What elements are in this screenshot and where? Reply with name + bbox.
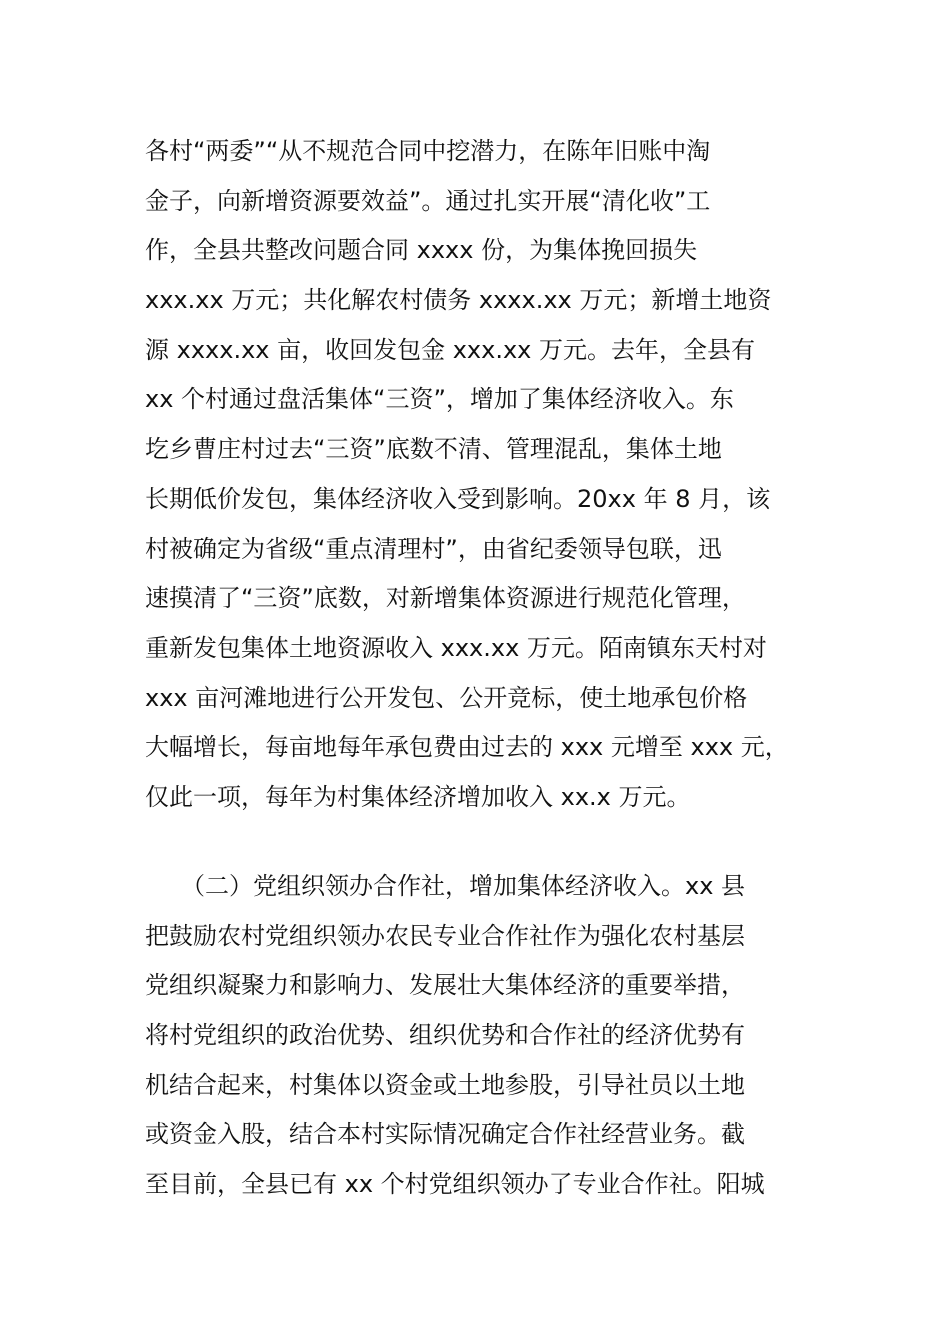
text-line: xxx 亩河滩地进行公开发包、公开竞标，使土地承包价格 — [145, 683, 748, 712]
text-line: 村被确定为省级“重点清理村”，由省纪委领导包联，迅 — [145, 534, 722, 563]
text-line: 各村“两委”“从不规范合同中挖潜力，在陈年旧账中淘 — [145, 137, 711, 165]
text-line: 至目前，全县已有 xx 个村党组织领办了专业合作社。阳城 — [145, 1170, 765, 1199]
paragraph-1 — [145, 127, 825, 823]
text-line: （二）党组织领办合作社，增加集体经济收入。xx 县 — [145, 872, 746, 900]
text-line: 作，全县共整改问题合同 xxxx 份，为集体挽回损失 — [145, 236, 698, 265]
text-line: 大幅增长，每亩地每年承包费由过去的 xxx 元增至 xxx 元， — [145, 733, 789, 762]
text-line: 速摸清了“三资”底数，对新增集体资源进行规范化管理， — [145, 584, 746, 613]
text-line: 或资金入股，结合本村实际情况确定合作社经营业务。截 — [145, 1120, 745, 1149]
text-line: 圪乡曹庄村过去“三资”底数不清、管理混乱，集体土地 — [145, 435, 722, 464]
text-line: 金子，向新增资源要效益”。通过扎实开展“清化收”工 — [145, 186, 711, 215]
text-line: 重新发包集体土地资源收入 xxx.xx 万元。陌南镇东天村对 — [145, 633, 767, 662]
text-line: 源 xxxx.xx 亩，收回发包金 xxx.xx 万元。去年，全县有 — [145, 335, 756, 364]
text-line: 仅此一项，每年为村集体经济增加收入 xx.x 万元。 — [145, 782, 691, 811]
paragraph-2 — [145, 862, 825, 1210]
text-line: 长期低价发包，集体经济收入受到影响。20xx 年 8 月，该 — [145, 484, 771, 513]
text-line: 将村党组织的政治优势、组织优势和合作社的经济优势有 — [145, 1021, 745, 1050]
text-line: 机结合起来，村集体以资金或土地参股，引导社员以土地 — [145, 1070, 745, 1099]
text-line: 党组织凝聚力和影响力、发展壮大集体经济的重要举措， — [145, 971, 745, 1000]
text-line: xx 个村通过盘活集体“三资”，增加了集体经济收入。东 — [145, 385, 734, 414]
text-line: xxx.xx 万元；共化解农村债务 xxxx.xx 万元；新增土地资 — [145, 286, 772, 315]
text-line: 把鼓励农村党组织领办农民专业合作社作为强化农村基层 — [145, 921, 745, 950]
